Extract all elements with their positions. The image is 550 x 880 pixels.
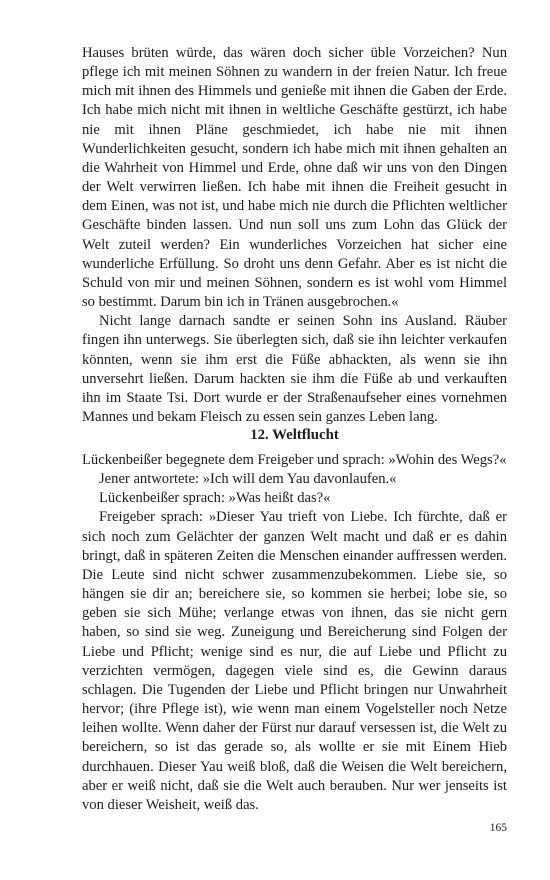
- paragraph: Hauses brüten würde, das wären doch sicher üble Vorzeichen? Nun pflege ich mit meinen Söhnen zu wandern in der freien Natur. Ich freue mich mit ihnen des Himmels und genieße mit ihnen die Gaben der Erde. Ich habe mich nicht mit ihnen in weltliche Geschäfte gestürzt, ich habe nie mit ihnen Pläne geschmiedet, ich habe nie mit ihnen Wunderlichkeiten gesucht, sondern ich habe mich mit ihnen gehalten an die Wahrheit von Himmel und Erde, ohne daß wir uns von den Dingen der Welt verwirren ließen. Ich habe mit ihnen die Freiheit gesucht in dem Einen, was not ist, und habe mich nie durch die Pflichten weltlicher Geschäfte binden lassen. Und nun soll uns zum Lohn das Glück der Welt zuteil werden? Ein wunderliches Vorzeichen hat sicher eine wunderliche Erfüllung. So droht uns denn Gefahr. Aber es ist nicht die Schuld von mir und meinen Söhnen, sondern es ist wohl vom Himmel so bestimmt. Darum bin ich in Tränen ausgebrochen.«: [82, 45, 507, 311]
- paragraph: Nicht lange darnach sandte er seinen Sohn ins Ausland. Räuber fingen ihn unterwegs. Sie überlegten sich, daß sie ihn leichter verkaufen könnten, wenn sie ihm erst die Füße abhackten, als wenn sie ihn unversehrt ließen. Darum hackten sie ihm die Füße ab und verkauften ihn im Staate Tsi. Dort wurde er der Straßenaufseher eines vornehmen Mannes und bekam Fleisch zu essen sein ganzes Leben lang.: [82, 313, 507, 425]
- paragraph: Lückenbeißer begegnete dem Freigeber und sprach: »Wohin des Wegs?«: [82, 452, 507, 468]
- paragraph: Jener antwortete: »Ich will dem Yau davonlaufen.«: [99, 471, 397, 488]
- paragraph: Freigeber sprach: »Dieser Yau trieft von Liebe. Ich fürchte, daß er sich noch zum Gelächter der ganzen Welt macht und daß er es dahin bringt, daß in späteren Zeiten die Menschen einander auffressen werden. Die Leute sind nicht schwer zusammenzubekommen. Liebe sie, so hängen sie dir an; bereichere sie, so kommen sie herbei; lobe sie, so geben sie sich Mühe; verlange etwas von ihnen, das sie nicht gern haben, so sind sie weg. Zuneigung und Bereicherung sind Folgen der Liebe und Pflicht; wenige sind es nur, die auf Liebe und Pflicht zu verzichten vermögen, dagegen viele sind es, die Gewinn daraus schlagen. Die Tugenden der Liebe und Pflicht bringen nur Unwahrheit hervor; (ihre Pflege ist), wie wenn man einem Vogelsteller noch Netze leihen wollte. Wenn daher der Fürst nur darauf versessen ist, die Welt zu bereichern, so ist das gerade so, als wollte er sie mit Einem Hieb durchhauen. Dieser Yau weiß bloß, daß die Weisen die Welt bereichern, aber er weiß nicht, daß sie die Welt auch berauben. Nur wer jenseits ist von dieser Weisheit, weiß das.: [82, 509, 507, 813]
- page-number: 165: [489, 822, 507, 834]
- section-heading: 12. Weltflucht: [250, 427, 339, 443]
- paragraph: Lückenbeißer sprach: »Was heißt das?«: [99, 490, 331, 507]
- main-text-bottom: [82, 451, 507, 815]
- main-text-top: [82, 44, 507, 427]
